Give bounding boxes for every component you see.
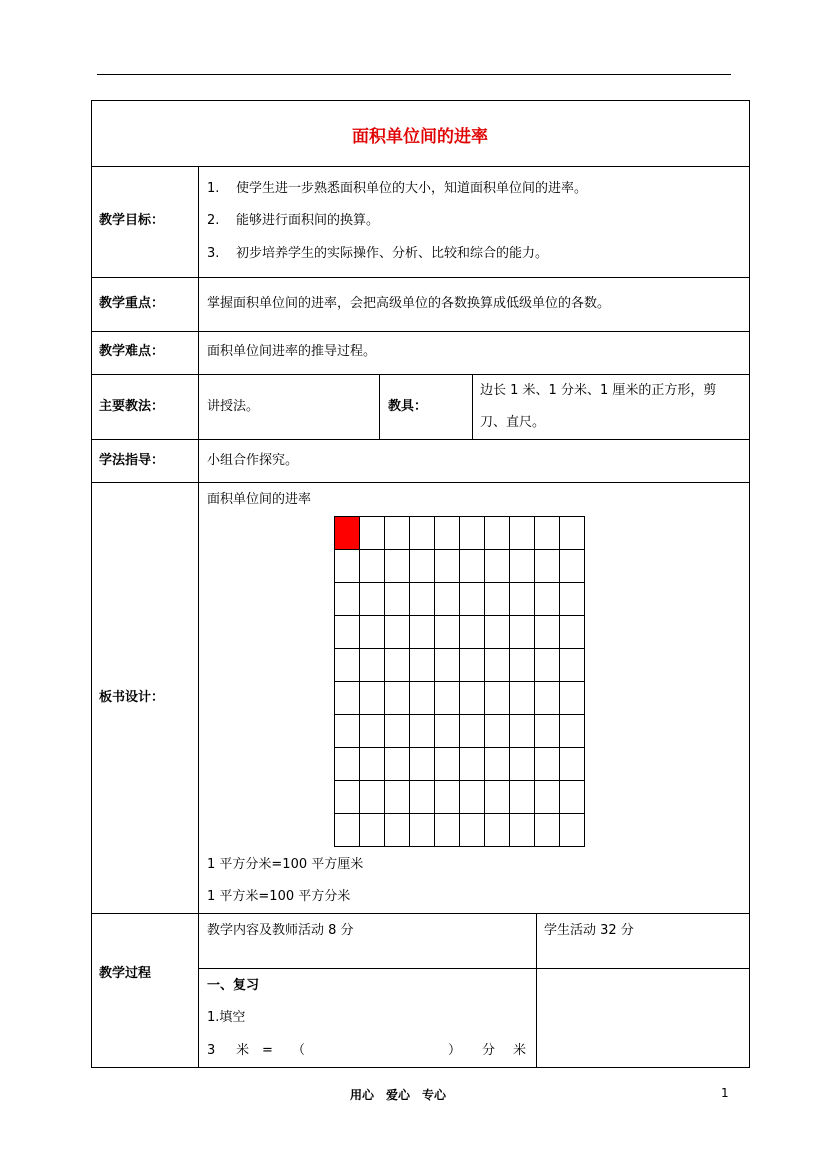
grid-square — [359, 813, 385, 847]
grid-square — [559, 780, 585, 814]
exercise-open-paren: （ — [292, 1043, 306, 1058]
page-number: 1 — [721, 1086, 729, 1100]
methods-text: 讲授法。 — [207, 399, 260, 414]
goal-2-number: 2. — [207, 213, 220, 228]
grid-square — [409, 549, 435, 583]
exercise-number: 3 — [207, 1043, 216, 1058]
row-line — [91, 439, 749, 440]
grid-square — [384, 582, 410, 616]
grid-square — [559, 582, 585, 616]
grid-square — [459, 681, 485, 715]
goal-1-text: 使学生进一步熟悉面积单位的大小，知道面积单位间的进率。 — [236, 181, 588, 196]
grid-square — [484, 780, 510, 814]
grid-square — [459, 615, 485, 649]
row-line — [91, 277, 749, 278]
grid-square — [409, 516, 435, 550]
grid-square — [534, 813, 560, 847]
methods-label: 主要教法： — [99, 399, 165, 414]
unit-square-grid — [334, 516, 585, 847]
grid-square — [484, 549, 510, 583]
difficulties-text: 面积单位间进率的推导过程。 — [207, 344, 377, 359]
conversion-line-2: 1 平方米=100 平方分米 — [207, 889, 351, 904]
grid-square — [459, 747, 485, 781]
grid-square — [384, 516, 410, 550]
grid-square — [434, 813, 460, 847]
exercise-equals: = — [262, 1043, 273, 1058]
grid-square — [359, 582, 385, 616]
tools-text-line2: 刀、直尺。 — [480, 415, 546, 430]
grid-square — [509, 615, 535, 649]
grid-square — [384, 813, 410, 847]
grid-square — [384, 681, 410, 715]
grid-square — [559, 747, 585, 781]
grid-square — [509, 549, 535, 583]
grid-square — [484, 681, 510, 715]
grid-square — [509, 648, 535, 682]
grid-square — [409, 648, 435, 682]
grid-square — [559, 648, 585, 682]
exercise-unit-meter: 米 — [236, 1043, 250, 1058]
row-line — [198, 968, 749, 969]
grid-square — [334, 747, 360, 781]
grid-square — [559, 615, 585, 649]
row-line — [91, 482, 749, 483]
grid-square — [484, 615, 510, 649]
document-title: 面积单位间的进率 — [352, 127, 488, 147]
grid-square — [459, 549, 485, 583]
tools-text-line1: 边长 1 米、1 分米、1 厘米的正方形，剪 — [480, 383, 717, 398]
grid-square — [559, 714, 585, 748]
grid-square — [534, 681, 560, 715]
grid-square — [384, 549, 410, 583]
grid-square — [434, 747, 460, 781]
goal-2-text: 能够进行面积间的换算。 — [236, 213, 380, 228]
grid-square — [434, 681, 460, 715]
grid-square — [359, 549, 385, 583]
exercise-close-paren: ） — [448, 1043, 462, 1058]
column-line — [379, 374, 380, 439]
grid-square — [509, 780, 535, 814]
grid-square — [359, 648, 385, 682]
difficulties-label: 教学难点： — [99, 344, 165, 359]
tools-label: 教具： — [388, 399, 428, 414]
grid-square — [534, 714, 560, 748]
grid-square — [509, 714, 535, 748]
grid-square — [559, 813, 585, 847]
grid-square — [509, 516, 535, 550]
key-points-label: 教学重点： — [99, 296, 165, 311]
grid-square — [359, 615, 385, 649]
grid-square — [484, 516, 510, 550]
grid-square — [534, 648, 560, 682]
column-line — [536, 913, 537, 1068]
row-line — [91, 166, 749, 167]
board-heading: 面积单位间的进率 — [207, 492, 312, 507]
grid-square — [359, 516, 385, 550]
process-label: 教学过程 — [99, 966, 152, 981]
grid-square — [484, 714, 510, 748]
grid-square — [434, 648, 460, 682]
row-line — [91, 374, 749, 375]
grid-square — [559, 516, 585, 550]
grid-square — [459, 582, 485, 616]
student-activity-header: 学生活动 32 分 — [544, 923, 634, 938]
grid-square — [409, 780, 435, 814]
goal-3-text: 初步培养学生的实际操作、分析、比较和综合的能力。 — [236, 246, 549, 261]
exercise-unit-mi: 米 — [513, 1043, 527, 1058]
header-rule — [97, 74, 731, 75]
grid-square — [534, 780, 560, 814]
grid-square — [384, 615, 410, 649]
key-points-text: 掌握面积单位间的进率，会把高级单位的各数换算成低级单位的各数。 — [207, 296, 611, 311]
grid-square — [534, 549, 560, 583]
grid-square — [409, 582, 435, 616]
learning-label: 学法指导： — [99, 453, 165, 468]
grid-square — [359, 714, 385, 748]
grid-square — [534, 582, 560, 616]
grid-square — [334, 549, 360, 583]
teacher-activity-header: 教学内容及教师活动 8 分 — [207, 923, 354, 938]
grid-square — [359, 780, 385, 814]
grid-square — [459, 714, 485, 748]
goals-label: 教学目标： — [99, 213, 165, 228]
grid-square — [509, 681, 535, 715]
learning-text: 小组合作探究。 — [207, 453, 299, 468]
grid-square — [334, 615, 360, 649]
grid-square — [484, 747, 510, 781]
goal-1-number: 1. — [207, 181, 220, 196]
grid-square — [384, 648, 410, 682]
grid-square — [384, 714, 410, 748]
grid-square — [434, 714, 460, 748]
grid-square — [334, 714, 360, 748]
footer-slogan: 用心 爱心 专心 — [350, 1088, 447, 1102]
grid-square — [409, 615, 435, 649]
grid-square — [534, 615, 560, 649]
grid-square — [484, 582, 510, 616]
grid-square — [509, 582, 535, 616]
grid-square — [534, 747, 560, 781]
column-line — [472, 374, 473, 439]
grid-square — [359, 681, 385, 715]
board-label: 板书设计： — [99, 690, 165, 705]
grid-square — [534, 516, 560, 550]
grid-square — [459, 813, 485, 847]
goal-3-number: 3. — [207, 246, 220, 261]
review-title: 一、复习 — [207, 978, 260, 993]
grid-square — [559, 549, 585, 583]
grid-square — [484, 813, 510, 847]
grid-square — [384, 780, 410, 814]
grid-square — [459, 516, 485, 550]
grid-square — [334, 648, 360, 682]
conversion-line-1: 1 平方分米=100 平方厘米 — [207, 857, 364, 872]
row-line — [91, 913, 749, 914]
grid-square — [409, 747, 435, 781]
grid-square — [459, 648, 485, 682]
highlighted-unit-square — [334, 516, 360, 550]
grid-square — [409, 813, 435, 847]
grid-square — [409, 714, 435, 748]
grid-square — [334, 813, 360, 847]
grid-square — [559, 681, 585, 715]
grid-square — [384, 747, 410, 781]
exercise-unit-fen: 分 — [482, 1043, 496, 1058]
grid-square — [334, 681, 360, 715]
grid-square — [484, 648, 510, 682]
grid-square — [334, 582, 360, 616]
grid-square — [434, 780, 460, 814]
grid-square — [434, 582, 460, 616]
grid-square — [434, 516, 460, 550]
row-line — [91, 331, 749, 332]
grid-square — [409, 681, 435, 715]
grid-square — [434, 549, 460, 583]
grid-square — [509, 813, 535, 847]
fill-in-title: 1.填空 — [207, 1010, 246, 1025]
grid-square — [459, 780, 485, 814]
grid-square — [334, 780, 360, 814]
grid-square — [509, 747, 535, 781]
column-line — [198, 166, 199, 1068]
grid-square — [434, 615, 460, 649]
grid-square — [359, 747, 385, 781]
